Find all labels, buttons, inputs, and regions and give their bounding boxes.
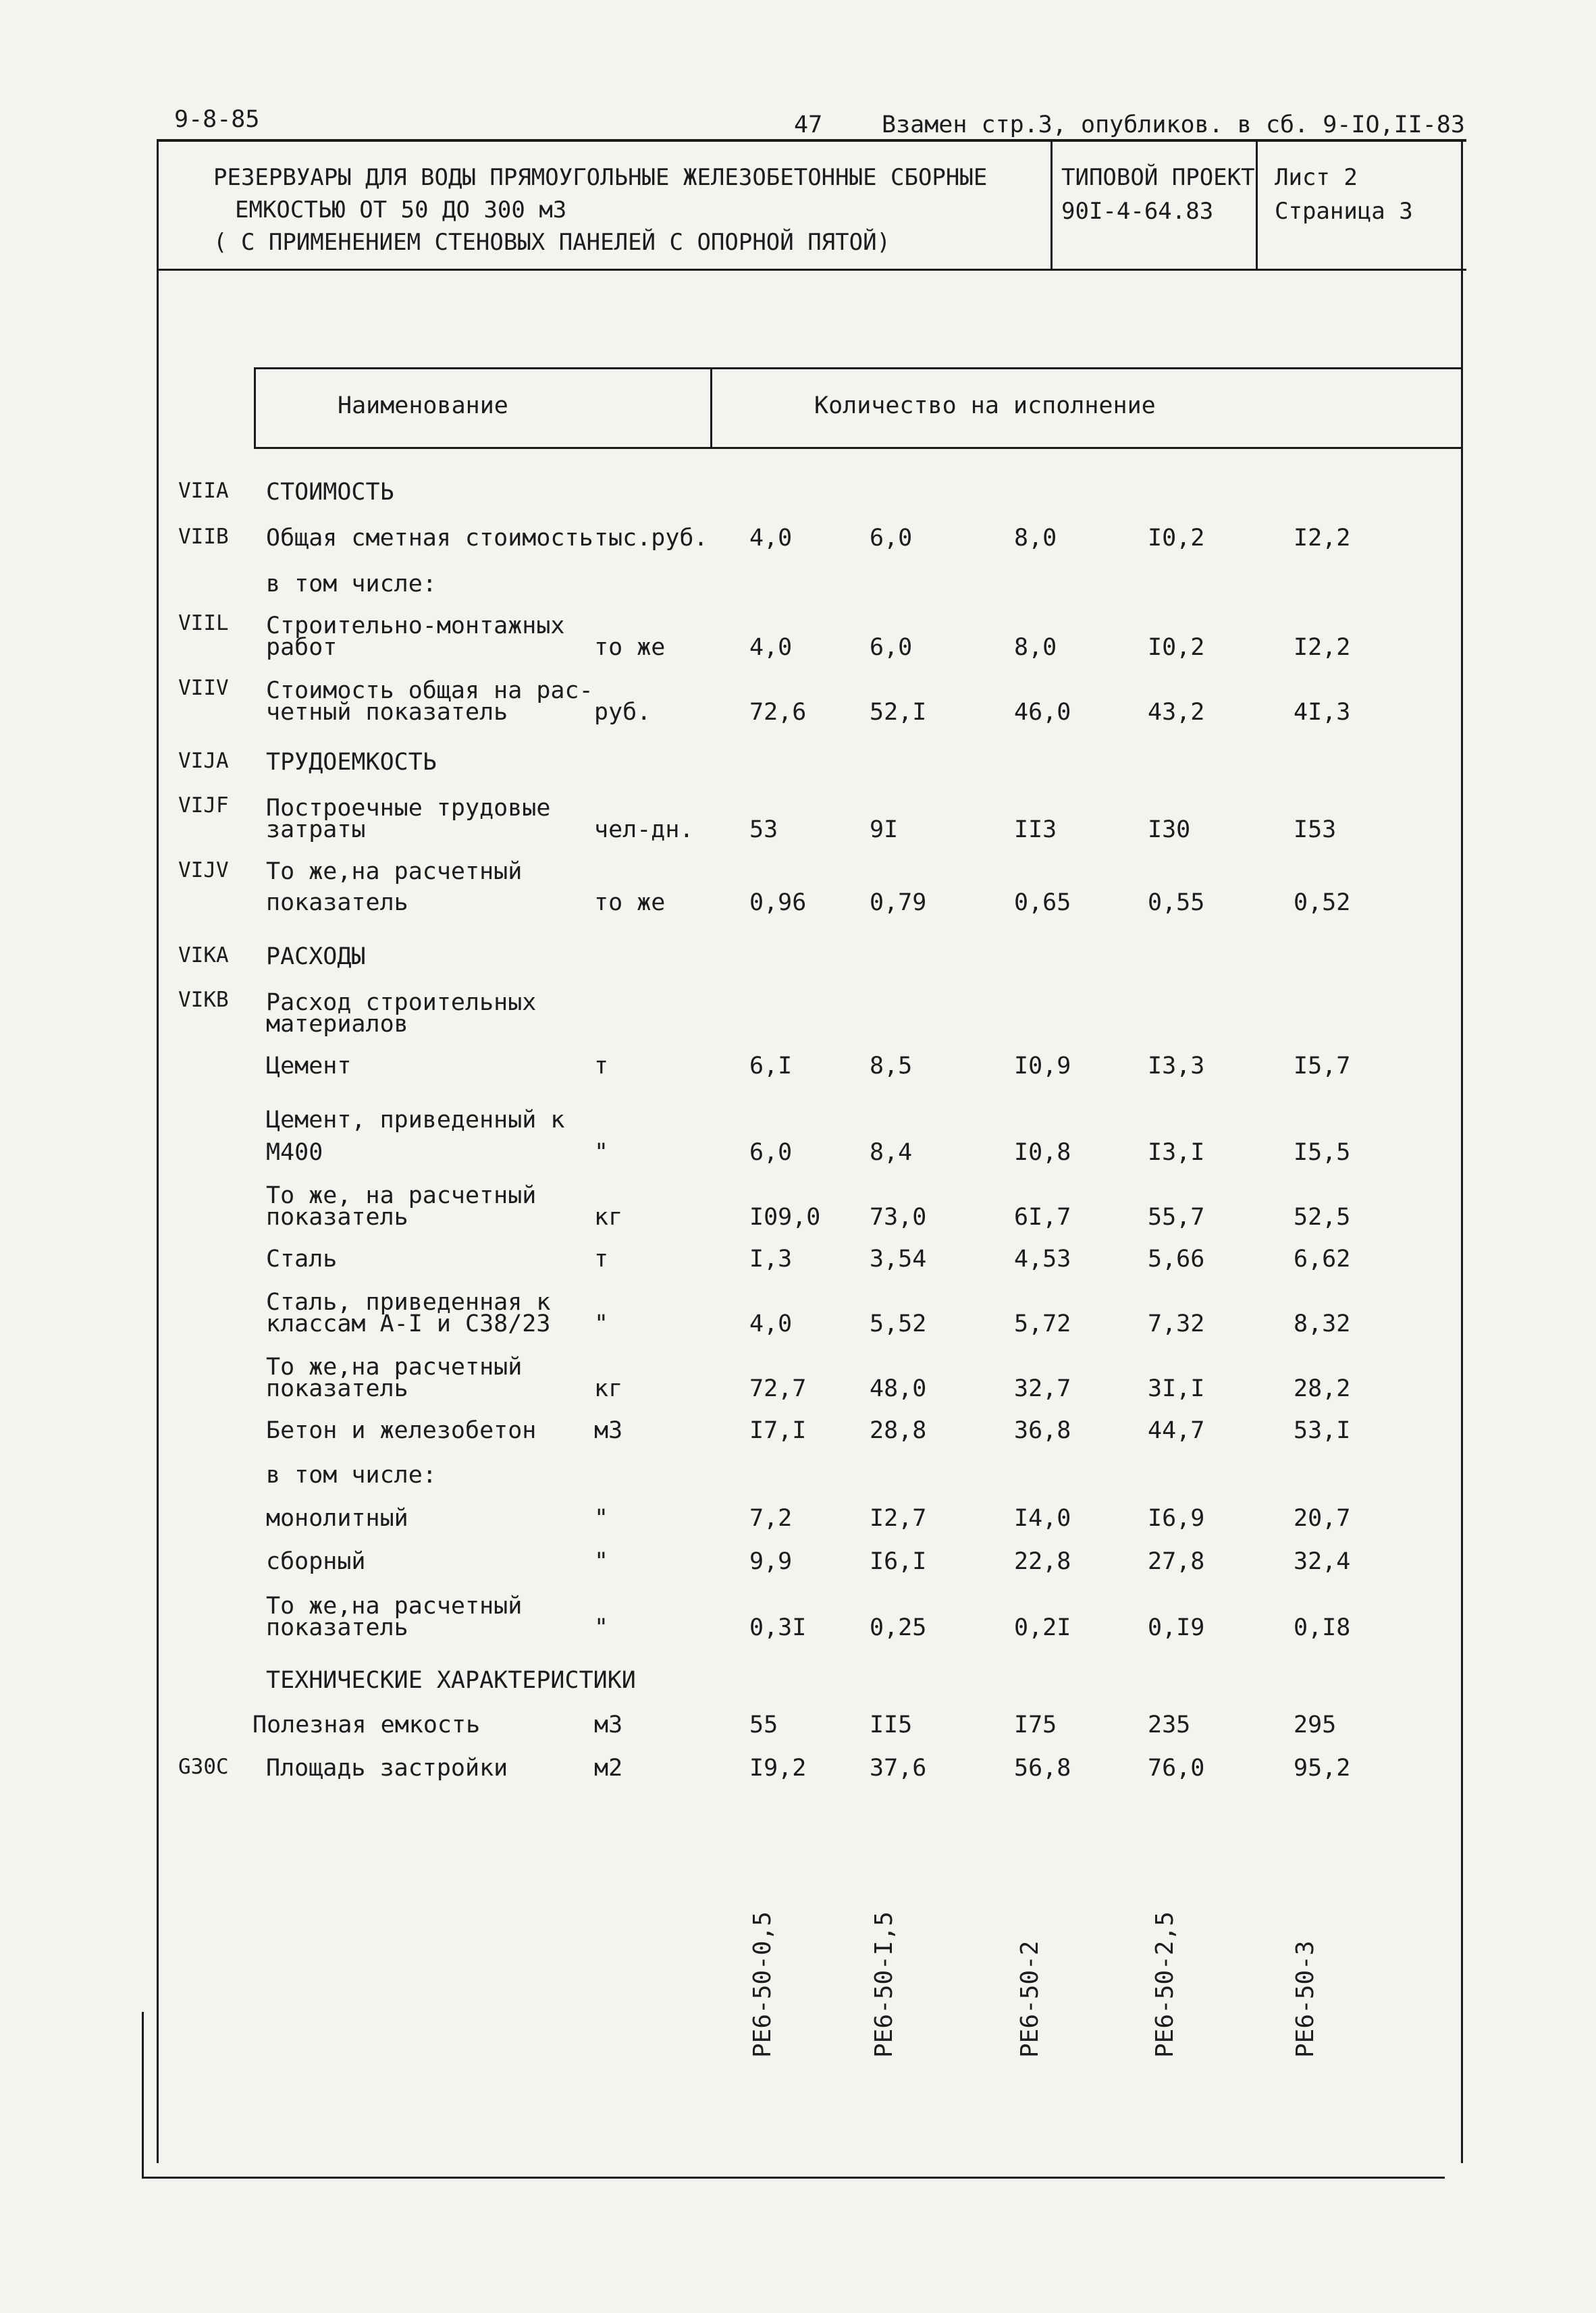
cell-value: I3,I	[1148, 1139, 1205, 1166]
frame-bottom-left	[142, 2012, 144, 2178]
cell-value: I0,2	[1148, 525, 1205, 552]
cell-value: 8,4	[870, 1139, 913, 1166]
row-unit: "	[594, 1505, 609, 1532]
header-left-line	[254, 367, 256, 448]
row-name: показатель	[266, 1614, 408, 1641]
cell-value: 48,0	[870, 1375, 927, 1402]
variant-label: РЕ6-50-0,5	[749, 1911, 776, 2058]
cell-value: 9,9	[749, 1548, 793, 1575]
row-name: Стоимость общая на рас-	[266, 677, 593, 704]
row-name: Полезная емкость	[252, 1711, 481, 1738]
variant-label: РЕ6-50-3	[1292, 1940, 1319, 2058]
cell-value: 36,8	[1014, 1417, 1071, 1444]
cell-value: 0,65	[1014, 889, 1071, 916]
row-name: То же,на расчетный	[266, 858, 523, 885]
cell-value: 235	[1148, 1711, 1191, 1738]
cell-value: 72,6	[749, 699, 807, 726]
row-name: Общая сметная стоимость	[266, 525, 593, 552]
project-label: ТИПОВОЙ ПРОЕКТ	[1061, 164, 1255, 191]
frame-left	[157, 139, 159, 2163]
cell-value: I9,2	[749, 1755, 807, 1782]
cell-value: 7,32	[1148, 1310, 1205, 1337]
row-unit: "	[594, 1614, 609, 1641]
title-divider-1	[1050, 139, 1053, 270]
row-name: ТРУДОЕМКОСТЬ	[266, 749, 437, 776]
cell-value: I53	[1294, 816, 1337, 843]
row-code: VIIL	[178, 611, 229, 635]
cell-value: 0,3I	[749, 1614, 807, 1641]
row-name: Сталь	[266, 1246, 338, 1273]
row-code: G30C	[178, 1755, 229, 1779]
cell-value: 4,0	[749, 634, 793, 661]
row-unit: "	[594, 1310, 609, 1337]
cell-value: 20,7	[1294, 1505, 1351, 1532]
row-code: VIIB	[178, 525, 229, 549]
row-name: ТЕХНИЧЕСКИЕ ХАРАКТЕРИСТИКИ	[266, 1667, 636, 1694]
cell-value: I6,9	[1148, 1505, 1205, 1532]
cell-value: 28,2	[1294, 1375, 1351, 1402]
row-name: Сталь, приведенная к	[266, 1289, 551, 1316]
doc-code: 9-8-85	[174, 106, 260, 133]
frame-top	[157, 139, 1466, 142]
cell-value: 8,32	[1294, 1310, 1351, 1337]
page-label: Страница 3	[1275, 198, 1413, 225]
row-name: показатель	[266, 1375, 408, 1402]
row-unit: руб.	[594, 699, 651, 726]
cell-value: 27,8	[1148, 1548, 1205, 1575]
cell-value: 5,72	[1014, 1310, 1071, 1337]
variant-label: РЕ6-50-2,5	[1151, 1911, 1179, 2058]
header-name: Наименование	[338, 392, 508, 419]
row-code: VIJF	[178, 793, 229, 818]
cell-value: 53	[749, 816, 778, 843]
row-unit: м2	[594, 1755, 623, 1782]
cell-value: 0,55	[1148, 889, 1205, 916]
cell-value: 44,7	[1148, 1417, 1205, 1444]
row-unit: т	[594, 1246, 609, 1273]
cell-value: 46,0	[1014, 699, 1071, 726]
frame-bottom	[142, 2177, 1445, 2179]
row-name: Расход строительных	[266, 989, 537, 1016]
cell-value: 4,53	[1014, 1246, 1071, 1273]
cell-value: 55	[749, 1711, 778, 1738]
cell-value: 0,I8	[1294, 1614, 1351, 1641]
cell-value: I2,2	[1294, 525, 1351, 552]
cell-value: 32,4	[1294, 1548, 1351, 1575]
cell-value: II5	[870, 1711, 913, 1738]
row-code: VIIV	[178, 676, 229, 700]
row-name: материалов	[266, 1011, 408, 1038]
cell-value: 8,5	[870, 1053, 913, 1080]
cell-value: 5,52	[870, 1310, 927, 1337]
cell-value: 3,54	[870, 1246, 927, 1273]
row-name: Цемент	[266, 1053, 352, 1080]
cell-value: 4,0	[749, 525, 793, 552]
cell-value: 43,2	[1148, 699, 1205, 726]
cell-value: 28,8	[870, 1417, 927, 1444]
cell-value: I75	[1014, 1711, 1057, 1738]
cell-value: 72,7	[749, 1375, 807, 1402]
cell-value: I09,0	[749, 1204, 821, 1231]
row-unit: то же	[594, 889, 666, 916]
row-name: Построечные трудовые	[266, 795, 551, 822]
cell-value: 6,0	[749, 1139, 793, 1166]
cell-value: I2,2	[1294, 634, 1351, 661]
row-name: То же,на расчетный	[266, 1593, 523, 1620]
row-name: показатель	[266, 889, 408, 916]
row-unit: тыс.руб.	[594, 525, 708, 552]
row-name: работ	[266, 634, 338, 661]
row-unit: кг	[594, 1204, 623, 1231]
row-name: Бетон и железобетон	[266, 1417, 537, 1444]
cell-value: 9I	[870, 816, 899, 843]
row-name: в том числе:	[266, 1462, 437, 1489]
row-unit: м3	[594, 1711, 623, 1738]
row-code: VIJA	[178, 749, 229, 773]
variant-label: РЕ6-50-2	[1016, 1940, 1044, 2058]
frame-title-bottom	[157, 269, 1466, 271]
cell-value: 6,0	[870, 525, 913, 552]
cell-value: 6,62	[1294, 1246, 1351, 1273]
row-unit: чел-дн.	[594, 816, 694, 843]
row-name: сборный	[266, 1548, 366, 1575]
cell-value: 73,0	[870, 1204, 927, 1231]
row-name: Строительно-монтажных	[266, 612, 565, 639]
row-unit: т	[594, 1053, 609, 1080]
cell-value: I7,I	[749, 1417, 807, 1444]
variant-label: РЕ6-50-I,5	[870, 1911, 898, 2058]
project-number: 90I-4-64.83	[1061, 198, 1214, 225]
cell-value: 7,2	[749, 1505, 793, 1532]
cell-value: 5,66	[1148, 1246, 1205, 1273]
title-line-3: ( С ПРИМЕНЕНИЕМ СТЕНОВЫХ ПАНЕЛЕЙ С ОПОРНОЙ ПЯТОЙ)	[213, 229, 891, 256]
row-code: VIKA	[178, 943, 229, 967]
cell-value: 95,2	[1294, 1755, 1351, 1782]
cell-value: I6,I	[870, 1548, 927, 1575]
cell-value: 0,96	[749, 889, 807, 916]
page-number: 47	[794, 111, 823, 138]
row-name: затраты	[266, 816, 366, 843]
sheet-number: Лист 2	[1275, 164, 1358, 191]
row-name: То же, на расчетный	[266, 1182, 537, 1209]
row-name: М400	[266, 1139, 323, 1166]
cell-value: 55,7	[1148, 1204, 1205, 1231]
cell-value: I0,8	[1014, 1139, 1071, 1166]
header-top-line	[254, 367, 1462, 369]
cell-value: 6,0	[870, 634, 913, 661]
row-unit: кг	[594, 1375, 623, 1402]
cell-value: 53,I	[1294, 1417, 1351, 1444]
row-name: Площадь застройки	[266, 1755, 508, 1782]
cell-value: 0,25	[870, 1614, 927, 1641]
cell-value: 6,I	[749, 1053, 793, 1080]
row-name: монолитный	[266, 1505, 408, 1532]
cell-value: 22,8	[1014, 1548, 1071, 1575]
cell-value: 0,2I	[1014, 1614, 1071, 1641]
cell-value: I2,7	[870, 1505, 927, 1532]
cell-value: I5,7	[1294, 1053, 1351, 1080]
cell-value: 4,0	[749, 1310, 793, 1337]
cell-value: 8,0	[1014, 634, 1057, 661]
cell-value: 0,52	[1294, 889, 1351, 916]
replacement-note: Взамен стр.3, опубликов. в сб. 9-IO,II-83	[882, 111, 1465, 138]
cell-value: II3	[1014, 816, 1057, 843]
cell-value: 52,I	[870, 699, 927, 726]
row-code: VIIA	[178, 479, 229, 503]
row-code: VIJV	[178, 858, 229, 882]
row-unit: "	[594, 1139, 609, 1166]
cell-value: I,3	[749, 1246, 793, 1273]
row-name: То же,на расчетный	[266, 1354, 523, 1381]
cell-value: 4I,3	[1294, 699, 1351, 726]
cell-value: I30	[1148, 816, 1191, 843]
cell-value: 0,I9	[1148, 1614, 1205, 1641]
row-name: СТОИМОСТЬ	[266, 479, 394, 506]
row-name: в том числе:	[266, 570, 437, 597]
header-divider	[710, 367, 712, 448]
row-name: Цемент, приведенный к	[266, 1107, 565, 1134]
cell-value: I5,5	[1294, 1139, 1351, 1166]
frame-right	[1461, 139, 1463, 2163]
cell-value: 6I,7	[1014, 1204, 1071, 1231]
row-name: классам А-I и С38/23	[266, 1310, 551, 1337]
row-code: VIKB	[178, 988, 229, 1012]
row-unit: "	[594, 1548, 609, 1575]
cell-value: 52,5	[1294, 1204, 1351, 1231]
cell-value: 3I,I	[1148, 1375, 1205, 1402]
header-bottom-line	[254, 447, 1462, 449]
cell-value: 56,8	[1014, 1755, 1071, 1782]
cell-value: I0,2	[1148, 634, 1205, 661]
cell-value: 8,0	[1014, 525, 1057, 552]
cell-value: 295	[1294, 1711, 1337, 1738]
row-name: показатель	[266, 1204, 408, 1231]
row-name: четный показатель	[266, 699, 508, 726]
cell-value: 76,0	[1148, 1755, 1205, 1782]
cell-value: I4,0	[1014, 1505, 1071, 1532]
header-quantity: Количество на исполнение	[814, 392, 1156, 419]
title-line-2: ЕМКОСТЬЮ ОТ 50 ДО 300 м3	[235, 196, 567, 223]
row-unit: то же	[594, 634, 666, 661]
row-unit: м3	[594, 1417, 623, 1444]
title-line-1: РЕЗЕРВУАРЫ ДЛЯ ВОДЫ ПРЯМОУГОЛЬНЫЕ ЖЕЛЕЗОБЕТОННЫЕ СБОРНЫЕ	[213, 164, 988, 191]
cell-value: 32,7	[1014, 1375, 1071, 1402]
cell-value: I3,3	[1148, 1053, 1205, 1080]
cell-value: 37,6	[870, 1755, 927, 1782]
title-divider-2	[1256, 139, 1258, 270]
row-name: РАСХОДЫ	[266, 943, 366, 970]
cell-value: I0,9	[1014, 1053, 1071, 1080]
cell-value: 0,79	[870, 889, 927, 916]
